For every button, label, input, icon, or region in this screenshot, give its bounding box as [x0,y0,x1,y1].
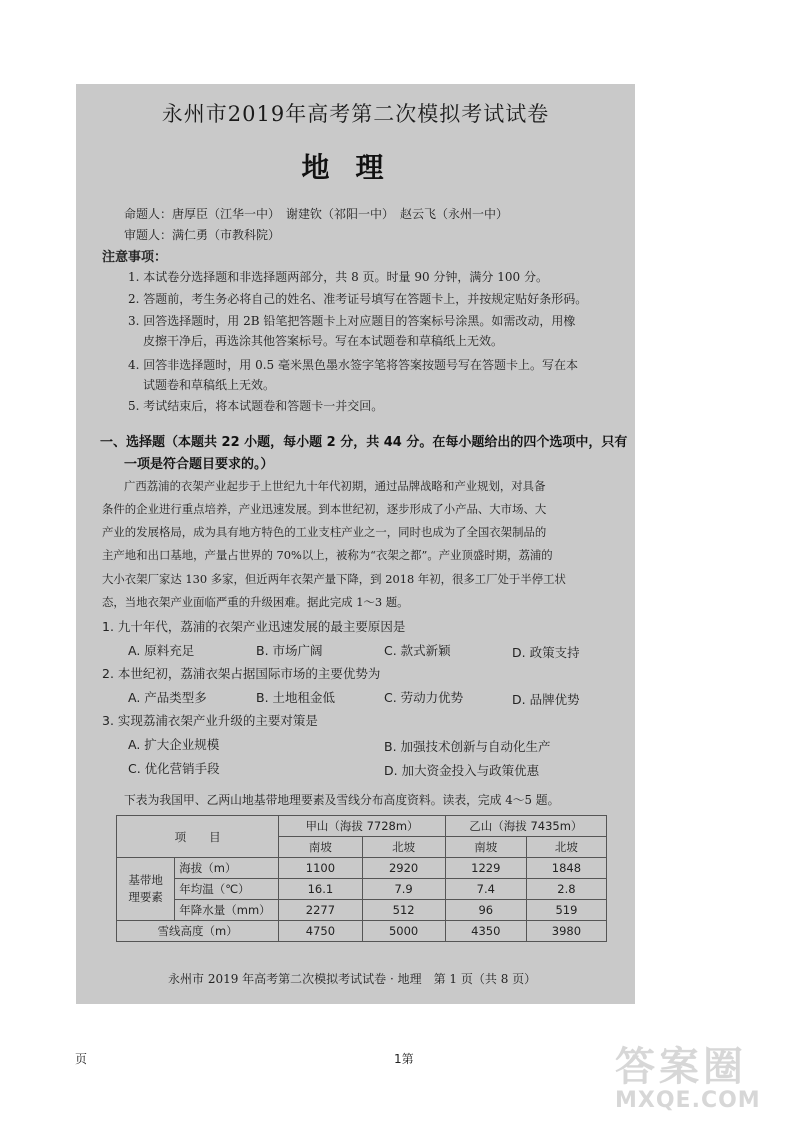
cell: 16.1 [279,879,362,900]
header-south-slope: 南坡 [279,837,362,858]
passage-line: 广西荔浦的衣架产业起步于上世纪九十年代初期，通过品牌战略和产业规划，对具备 [124,479,546,493]
exam-title: 永州市2019年高考第二次模拟考试试卷 [161,102,550,126]
passage-line: 主产地和出口基地，产量占世界的 70%以上，被称为“衣架之都”。产业顶盛时期，荔浦的 [102,548,553,562]
passage-line: 条件的企业进行重点培养，产业迅速发展。到本世纪初，逐步形成了小产品、大市场、大 [102,502,547,516]
subject-title: 地理 [301,151,410,184]
group-label-line: 理要素 [128,890,163,904]
watermark-url: MXQE.COM [615,1088,761,1113]
row-label: 雪线高度（m） [117,921,279,942]
cell: 1100 [279,858,362,879]
cell: 1229 [445,858,526,879]
table-row [117,900,607,921]
section-heading: 一、选择题（本题共 22 小题，每小题 2 分，共 44 分。在每小题给出的四个选项中，只有 [100,435,628,450]
passage-line: 态，当地衣架产业面临严重的升级困难。据此完成 1～3 题。 [102,595,409,609]
table-intro: 下表为我国甲、乙两山地基带地理要素及雪线分布高度资料。读表，完成 4～5 题。 [124,793,560,807]
cell: 2277 [279,900,362,921]
note-item: 试题卷和草稿纸上无效。 [143,378,276,392]
table-row [117,921,607,942]
passage-line: 产业的发展格局，成为具有地方特色的工业支柱产业之一，同时也成为了全国衣架制品的 [102,525,547,539]
cell: 2920 [362,858,445,879]
table-row [117,858,607,879]
page-label-left: 页 [75,1052,88,1066]
header-south-slope: 南坡 [445,837,526,858]
cell: 2.8 [526,879,606,900]
passage-line: 大小衣架厂家达 130 多家，但近两年衣架产量下降，到 2018 年初，很多工厂处于半停工状 [102,572,566,586]
note-item: 2. 答题前，考生务必将自己的姓名、准考证号填写在答题卡上，并按规定贴好条形码。 [128,292,588,306]
option: A. 扩大企业规模 [128,737,220,752]
option: B. 土地租金低 [256,690,336,705]
cell: 4350 [445,921,526,942]
row-label: 年降水量（mm） [175,900,279,921]
cell: 7.9 [362,879,445,900]
note-item: 4. 回答非选择题时，用 0.5 毫米黑色墨水签字笔将答案按题号写在答题卡上。写在本 [128,358,578,372]
option: B. 市场广阔 [256,643,323,658]
option: D. 政策支持 [512,645,580,660]
reviewer-line: 审题人：满仁勇（市教科院） [124,228,281,242]
note-item: 皮擦干净后，再选涂其他答案标号。写在本试题卷和草稿纸上无效。 [143,334,504,348]
note-item: 1. 本试卷分选择题和非选择题两部分，共 8 页。时量 90 分钟，满分 100 分。 [128,270,548,284]
option: A. 产品类型多 [128,690,207,705]
cell: 519 [526,900,606,921]
cell: 5000 [362,921,445,942]
row-label: 年均温（℃） [175,879,279,900]
cell: 1848 [526,858,606,879]
question-stem: 1. 九十年代，荔浦的衣架产业迅速发展的最主要原因是 [102,619,406,634]
question-stem: 2. 本世纪初，荔浦衣架占据国际市场的主要优势为 [102,666,381,681]
cell: 7.4 [445,879,526,900]
watermark-logo: 答案圈 [615,1044,747,1090]
option: C. 优化营销手段 [128,761,220,776]
header-mountain-b: 乙山（海拔 7435m） [445,816,606,837]
note-item: 5. 考试结束后，将本试题卷和答题卡一并交回。 [128,399,384,413]
page-footer: 永州市 2019 年高考第二次模拟考试试卷 · 地理 第 1 页（共 8 页） [168,972,537,986]
option: C. 劳动力优势 [384,690,464,705]
note-item: 3. 回答选择题时，用 2B 铅笔把答题卡上对应题目的答案标号涂黑。如需改动，用橡 [128,314,576,328]
header-north-slope: 北坡 [362,837,445,858]
notes-heading: 注意事项： [102,250,168,265]
question-stem: 3. 实现荔浦衣架产业升级的主要对策是 [102,713,318,728]
geo-data-table [116,815,607,942]
group-label-line: 基带地 [128,873,163,887]
cell: 4750 [279,921,362,942]
exam-paper-photo [76,84,635,1004]
option: D. 品牌优势 [512,692,580,707]
authors-line: 命题人：唐厚臣（江华一中） 谢建钦（祁阳一中） 赵云飞（永州一中） [124,207,509,221]
row-label: 海拔（m） [175,858,279,879]
option: A. 原料充足 [128,643,195,658]
option: D. 加大资金投入与政策优惠 [384,763,540,778]
header-north-slope: 北坡 [526,837,606,858]
header-item: 项 目 [117,816,279,858]
cell: 96 [445,900,526,921]
page-label-center: 1第 [394,1052,414,1066]
group-label [117,858,175,921]
table-row [117,879,607,900]
option: C. 款式新颖 [384,643,451,658]
section-heading-cont: 一项是符合题目要求的。） [124,457,274,472]
option: B. 加强技术创新与自动化生产 [384,739,551,754]
cell: 3980 [526,921,606,942]
cell: 512 [362,900,445,921]
header-mountain-a: 甲山（海拔 7728m） [279,816,445,837]
